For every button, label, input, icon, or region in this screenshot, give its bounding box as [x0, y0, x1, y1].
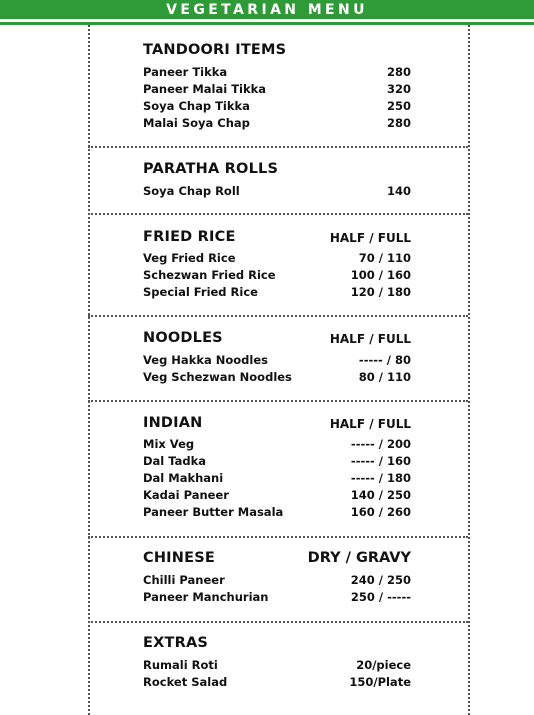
- item-name: Rocket Salad: [143, 675, 228, 689]
- menu-item: [143, 82, 411, 99]
- item-name: Dal Makhani: [143, 471, 224, 485]
- menu-item: [143, 285, 411, 302]
- menu-item: [143, 268, 411, 285]
- item-name: Chilli Paneer: [143, 573, 225, 587]
- item-price: 250 / -----: [350, 590, 411, 604]
- item-name: Dal Tadka: [143, 454, 207, 468]
- item-price: 150/Plate: [349, 675, 411, 689]
- item-price: 250: [386, 99, 411, 113]
- menu-item: [143, 184, 411, 201]
- menu-item: [143, 437, 411, 454]
- price-column-header: DRY / GRAVY: [307, 550, 411, 566]
- section-title: NOODLES: [143, 330, 223, 346]
- item-price: 80 / 110: [358, 370, 411, 384]
- item-name: Paneer Malai Tikka: [143, 82, 267, 96]
- section-header-extras: [143, 635, 411, 655]
- item-price: 280: [386, 65, 411, 79]
- section-title: EXTRAS: [143, 635, 209, 651]
- menu-item: [143, 370, 411, 387]
- section-title: TANDOORI ITEMS: [143, 42, 287, 58]
- item-price: 280: [386, 116, 411, 130]
- menu-item: [143, 353, 411, 370]
- item-name: Paneer Manchurian: [143, 590, 269, 604]
- item-price: 140 / 250: [350, 488, 411, 502]
- item-price: 100 / 160: [350, 268, 411, 282]
- section-title: PARATHA ROLLS: [143, 161, 279, 177]
- menu-item: [143, 251, 411, 268]
- menu-item: [143, 454, 411, 471]
- item-price: 140: [386, 184, 411, 198]
- section-divider: [88, 621, 468, 623]
- menu-title: VEGETARIAN MENU: [166, 2, 368, 18]
- item-price: 320: [386, 82, 411, 96]
- section-divider: [88, 536, 468, 538]
- item-price: ----- / 160: [350, 454, 411, 468]
- menu-item: [143, 675, 411, 692]
- menu-item: [143, 590, 411, 607]
- section-header-paratha-rolls: [143, 161, 411, 181]
- item-price: ----- / 180: [350, 471, 411, 485]
- item-name: Mix Veg: [143, 437, 195, 451]
- section-divider: [88, 315, 468, 317]
- menu-item: [143, 573, 411, 590]
- item-price: 120 / 180: [350, 285, 411, 299]
- section-divider: [88, 213, 468, 215]
- menu-item: [143, 471, 411, 488]
- item-name: Veg Hakka Noodles: [143, 353, 268, 367]
- section-divider: [88, 400, 468, 402]
- item-name: Soya Chap Tikka: [143, 99, 250, 113]
- menu-item: [143, 65, 411, 82]
- item-name: Veg Fried Rice: [143, 251, 236, 265]
- section-divider: [88, 146, 468, 148]
- menu-item: [143, 99, 411, 116]
- item-name: Schezwan Fried Rice: [143, 268, 276, 282]
- item-name: Veg Schezwan Noodles: [143, 370, 292, 384]
- price-column-header: HALF / FULL: [329, 417, 411, 431]
- item-price: ----- / 80: [358, 353, 411, 367]
- item-name: Malai Soya Chap: [143, 116, 250, 130]
- section-title: INDIAN: [143, 415, 203, 431]
- menu-item: [143, 505, 411, 522]
- section-header-tandoori: [143, 42, 411, 62]
- section-header-chinese: [143, 550, 411, 570]
- item-price: 70 / 110: [358, 251, 411, 265]
- section-header-fried-rice: [143, 229, 411, 249]
- menu-item: [143, 116, 411, 133]
- item-name: Kadai Paneer: [143, 488, 229, 502]
- item-price: 240 / 250: [350, 573, 411, 587]
- price-column-header: HALF / FULL: [329, 332, 411, 346]
- item-price: 160 / 260: [350, 505, 411, 519]
- section-header-noodles: [143, 330, 411, 350]
- item-name: Special Fried Rice: [143, 285, 258, 299]
- section-title: FRIED RICE: [143, 229, 236, 245]
- item-name: Soya Chap Roll: [143, 184, 240, 198]
- section-header-indian: [143, 415, 411, 435]
- item-name: Rumali Roti: [143, 658, 218, 672]
- price-column-header: HALF / FULL: [329, 231, 411, 245]
- item-price: 20/piece: [356, 658, 411, 672]
- menu-item: [143, 658, 411, 675]
- menu-item: [143, 488, 411, 505]
- menu-header-bar: [0, 0, 534, 19]
- section-title: CHINESE: [143, 550, 215, 566]
- item-name: Paneer Butter Masala: [143, 505, 284, 519]
- item-price: ----- / 200: [350, 437, 411, 451]
- item-name: Paneer Tikka: [143, 65, 228, 79]
